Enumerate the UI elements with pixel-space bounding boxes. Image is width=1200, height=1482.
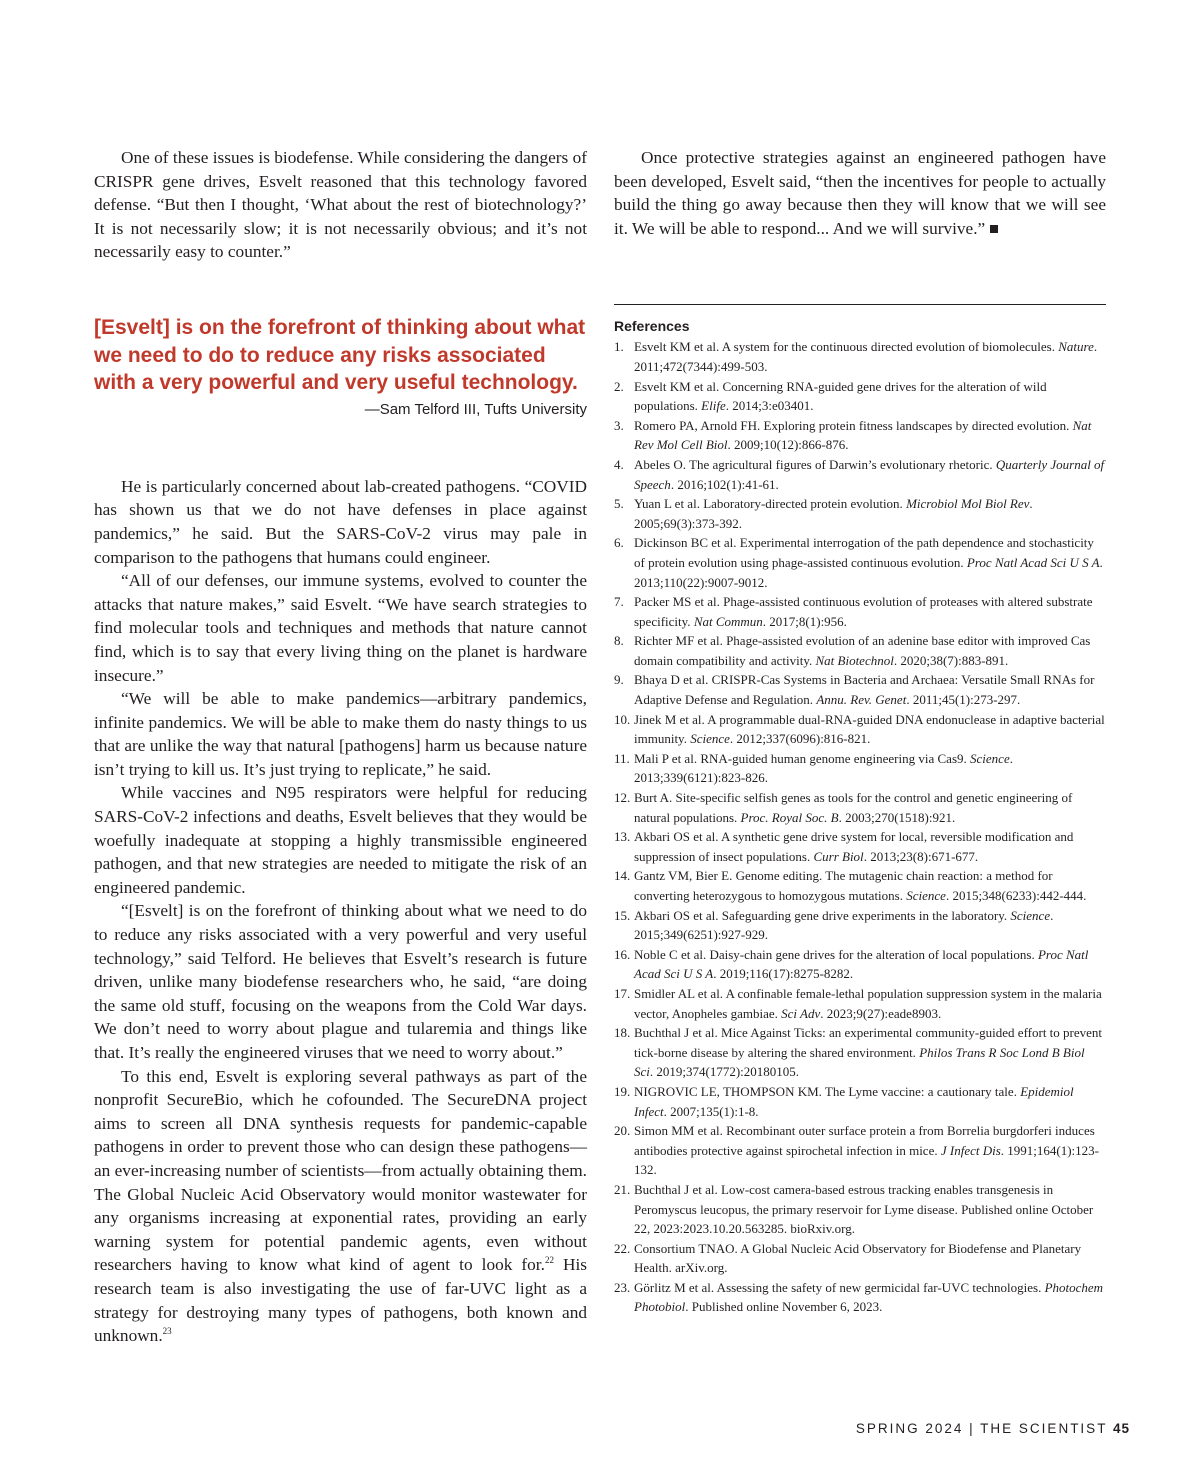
reference-number: 21. — [614, 1181, 631, 1197]
intro-paragraph: One of these issues is biodefense. While considering the dangers of CRISPR gene drives, Esvelt reasoned that this technology favored defense. “But then I thought, ‘What about the rest of biotechnology?’ It is not necessarily slow; it is not necessarily obvious; and it’s not necessarily easy to counter.” — [94, 148, 587, 262]
right-column — [614, 146, 1106, 1317]
reference-journal: Photochem Photobiol — [634, 1279, 1104, 1315]
pull-quote-text: [Esvelt] is on the forefront of thinking about what we need to do to reduce any risks associated with a very powerful and very useful technology. — [94, 315, 586, 395]
reference-text — [634, 416, 1106, 455]
reference-citation: . 2015;349(6251):927-929. — [634, 907, 1054, 943]
reference-citation: . 2015;348(6233):442-444. — [945, 888, 1087, 903]
reference-title: NIGROVIC LE, THOMPSON KM. The Lyme vaccine: a cautionary tale. — [634, 1083, 1017, 1099]
reference-text — [634, 337, 1106, 376]
reference-text — [634, 1180, 1106, 1239]
reference-title: Buchthal J et al. Low-cost camera-based estrous tracking enables transgenesis in Peromyscus leucopus, the primary reservoir for Lyme disease. Published online October 22, 2023:2023.10.20.563285. bioRxiv.org. — [634, 1181, 1094, 1237]
reference-citation: . 1991;164(1):123-132. — [634, 1142, 1099, 1178]
reference-number: 13. — [614, 829, 631, 845]
reference-title: Noble C et al. Daisy-chain gene drives for the alteration of local populations. — [634, 946, 1035, 962]
reference-item — [614, 455, 1106, 494]
reference-citation: . 2007;135(1):1-8. — [663, 1103, 759, 1119]
reference-number: 2. — [614, 378, 624, 394]
reference-text — [634, 1121, 1106, 1180]
reference-citation: . 2011;45(1):273-297. — [906, 692, 1021, 708]
reference-number: 5. — [614, 496, 624, 512]
reference-title: Packer MS et al. Phage-assisted continuous evolution of proteases with altered substrate specificity. — [634, 594, 1093, 629]
reference-item — [614, 377, 1106, 416]
body-paragraph: While vaccines and N95 respirators were helpful for reducing SARS-CoV-2 infections and deaths, Esvelt believes that they would be woefully inadequate at stopping a highly transmissible engineered pathogen, and that new strategies are needed to mitigate the risk of an engineered pandemic. — [94, 783, 587, 897]
page-number: 45 — [1112, 1421, 1130, 1436]
reference-item — [614, 1180, 1106, 1239]
reference-item — [614, 670, 1106, 709]
reference-number: 15. — [614, 907, 631, 923]
reference-title: Jinek M et al. A programmable dual-RNA-guided DNA endonuclease in adaptive bacterial immunity. — [634, 711, 1105, 747]
final-paragraph — [94, 1065, 587, 1348]
reference-number: 11. — [614, 750, 630, 766]
reference-number: 6. — [614, 535, 624, 551]
page-footer — [856, 1421, 1130, 1436]
reference-number: 8. — [614, 633, 624, 649]
reference-journal: Nat Rev Mol Cell Biol — [634, 417, 1092, 453]
reference-journal: Science — [1010, 907, 1051, 923]
reference-title: Görlitz M et al. Assessing the safety of new germicidal far-UVC technologies. — [634, 1279, 1042, 1295]
reference-citation: . 2017;8(1):956. — [762, 613, 847, 629]
footer-issue: SPRING 2024 | THE SCIENTIST — [855, 1421, 1108, 1436]
reference-item — [614, 533, 1106, 592]
reference-journal: Science — [970, 750, 1010, 766]
reference-number: 7. — [614, 594, 624, 610]
reference-citation: . 2013;23(8):671-677. — [863, 848, 979, 864]
body-paragraph: He is particularly concerned about lab-created pathogens. “COVID has shown us that we do not have defenses in place against pandemics,” he said. But the SARS-CoV-2 virus may pale in comparison to the pathogens that humans could engineer. — [94, 476, 587, 567]
reference-item — [614, 1082, 1106, 1121]
reference-title: Richter MF et al. Phage-assisted evolution of an adenine base editor with improved Cas domain compatibility and activity. — [634, 633, 1091, 668]
reference-title: Burt A. Site-specific selfish genes as tools for the control and genetic engineering of natural populations. — [634, 790, 1073, 825]
reference-title: Smidler AL et al. A confinable female-lethal population suppression system in the malaria vector, Anopheles gambiae. — [634, 985, 1102, 1021]
final-paragraph-text-2: His research team is also investigating the use of far-UVC light as a strategy for destroying many types of pathogens, both known and unknown. — [94, 1255, 587, 1346]
reference-item — [614, 1239, 1106, 1278]
reference-item — [614, 984, 1106, 1023]
references-list — [614, 337, 1106, 1317]
reference-number: 4. — [614, 456, 624, 472]
references-heading: References — [614, 318, 690, 335]
reference-text — [634, 670, 1106, 709]
reference-journal: Nature — [1058, 339, 1094, 355]
reference-text — [634, 377, 1106, 416]
reference-journal: Sci Adv — [781, 1005, 821, 1021]
citation-superscript: 22 — [544, 1255, 554, 1266]
reference-journal: Nat Commun — [693, 613, 763, 629]
citation-superscript: 23 — [162, 1326, 172, 1337]
reference-number: 23. — [614, 1279, 631, 1295]
reference-item — [614, 788, 1106, 827]
left-column — [94, 146, 587, 1348]
end-mark-icon — [990, 225, 998, 233]
pull-quote-attribution: —Sam Telford III, Tufts University — [364, 400, 587, 418]
reference-journal: Proc Natl Acad Sci U S A — [634, 946, 1089, 982]
reference-text — [634, 710, 1106, 749]
reference-citation: . 2014;3:e03401. — [725, 398, 814, 414]
reference-item — [614, 494, 1106, 533]
reference-item — [614, 631, 1106, 670]
reference-citation: . 2011;472(7344):499-503. — [634, 339, 1098, 374]
reference-item — [614, 1278, 1106, 1317]
reference-journal: Proc. Royal Soc. B — [740, 809, 839, 825]
reference-journal: Microbiol Mol Biol Rev — [906, 496, 1030, 512]
reference-number: 16. — [614, 946, 631, 962]
reference-title: Gantz VM, Bier E. Genome editing. The mutagenic chain reaction: a method for converting heterozygous to homozygous mutations. — [634, 868, 1053, 903]
reference-title: Mali P et al. RNA-guided human genome engineering via Cas9. — [634, 750, 967, 766]
reference-citation: . 2013;110(22):9007-9012. — [634, 554, 1103, 590]
reference-text — [634, 749, 1106, 788]
reference-number: 19. — [614, 1083, 631, 1099]
reference-text — [634, 1023, 1106, 1082]
reference-citation: . 2012;337(6096):816-821. — [729, 731, 871, 747]
reference-journal: Epidemiol Infect — [634, 1083, 1074, 1119]
reference-item — [614, 906, 1106, 945]
reference-item — [614, 710, 1106, 749]
reference-text — [634, 866, 1106, 905]
reference-citation: . 2003;270(1518):921. — [838, 809, 956, 825]
reference-title: Simon MM et al. Recombinant outer surface protein a from Borrelia burgdorferi induces antibodies protective against spirochetal infection in mice. — [634, 1123, 1095, 1158]
reference-citation: . 2019;116(17):8275-8282. — [713, 966, 854, 982]
reference-journal: Curr Biol — [813, 848, 864, 864]
reference-text — [634, 945, 1106, 984]
reference-text — [634, 1239, 1106, 1278]
reference-citation: . 2016;102(1):41-61. — [670, 476, 779, 492]
reference-text — [634, 984, 1106, 1023]
reference-title: Yuan L et al. Laboratory-directed protein evolution. — [634, 496, 903, 512]
reference-title: Akbari OS et al. A synthetic gene drive system for local, reversible modification and suppression of insect populations. — [634, 829, 1074, 864]
reference-text — [634, 533, 1106, 592]
final-paragraph-text-1: To this end, Esvelt is exploring several pathways as part of the nonprofit SecureBio, which he cofounded. The SecureDNA project aims to screen all DNA synthesis requests for pandemic-capable pathogens in order to prevent those who can design these pathogens—an ever-increasing number of scientists—from actually obtaining them. The Global Nucleic Acid Observatory would monitor wastewater for any organisms increasing at exponential rates, providing an early warning system for potential pandemic agents, even without researchers having to know what kind of agent to look for. — [94, 1066, 587, 1275]
reference-text — [634, 827, 1106, 866]
reference-journal: Philos Trans R Soc Lond B Biol Sci — [634, 1044, 1085, 1080]
reference-citation: . 2005;69(3):373-392. — [634, 496, 1033, 531]
reference-journal: J Infect Dis — [940, 1142, 1001, 1158]
reference-citation: . 2009;10(12):866-876. — [727, 437, 849, 453]
reference-text — [634, 592, 1106, 631]
reference-citation: . 2023;9(27):eade8903. — [820, 1005, 942, 1021]
reference-journal: Quarterly Journal of Speech — [634, 456, 1105, 492]
reference-title: Romero PA, Arnold FH. Exploring protein fitness landscapes by directed evolution. — [634, 417, 1070, 433]
reference-citation: . 2019;374(1772):20180105. — [649, 1064, 800, 1080]
reference-journal: Science — [906, 888, 946, 903]
reference-number: 9. — [614, 672, 624, 688]
references-divider — [614, 304, 1106, 305]
reference-title: Consortium TNAO. A Global Nucleic Acid Observatory for Biodefense and Planetary Health. arXiv.org. — [634, 1240, 1082, 1276]
reference-item — [614, 337, 1106, 376]
reference-item — [614, 416, 1106, 455]
reference-title: Dickinson BC et al. Experimental interrogation of the path dependence and stochasticity of protein evolution using phage-assisted continuous evolution. — [634, 535, 1094, 570]
reference-item — [614, 1023, 1106, 1082]
body-paragraph: “[Esvelt] is on the forefront of thinking about what we need to do to reduce any risks associated with a very powerful and very useful technology,” said Telford. He believes that Esvelt’s research is future driven, unlike many biodefense researchers who, he said, “are doing the same old stuff, focusing on the weapons from the Cold War days. We don’t need to worry about plague and tularemia and things like that. It’s really the engineered viruses that we need to worry about.” — [94, 901, 587, 1062]
reference-title: Esvelt KM et al. A system for the continuous directed evolution of biomolecules. — [634, 339, 1055, 355]
reference-title: Bhaya D et al. CRISPR-Cas Systems in Bacteria and Archaea: Versatile Small RNAs for Adaptive Defense and Regulation. — [634, 672, 1095, 708]
reference-text — [634, 1082, 1106, 1121]
closing-paragraph — [614, 146, 1106, 240]
pull-quote — [94, 314, 587, 418]
body-paragraph: “All of our defenses, our immune systems, evolved to counter the attacks that nature makes,” said Esvelt. “We have search strategies to find molecular tools and techniques and methods that nature cannot find, which is to say that every living thing on the planet is hardware insecure.” — [94, 571, 587, 685]
reference-number: 3. — [614, 417, 624, 433]
reference-journal: Nat Biotechnol — [815, 652, 894, 668]
reference-number: 1. — [614, 339, 624, 355]
reference-item — [614, 1121, 1106, 1180]
reference-number: 22. — [614, 1240, 631, 1256]
reference-number: 10. — [614, 711, 631, 727]
reference-item — [614, 592, 1106, 631]
reference-item — [614, 827, 1106, 866]
reference-text — [634, 455, 1106, 494]
reference-number: 17. — [614, 985, 631, 1001]
reference-citation: . 2013;339(6121):823-826. — [634, 750, 1013, 786]
reference-text — [634, 906, 1106, 945]
reference-item — [614, 866, 1106, 905]
reference-text — [634, 631, 1106, 670]
reference-text — [634, 494, 1106, 533]
reference-title: Akbari OS et al. Safeguarding gene drive experiments in the laboratory. — [634, 907, 1008, 923]
reference-number: 12. — [614, 790, 631, 806]
reference-citation: . Published online November 6, 2023. — [685, 1299, 883, 1315]
reference-item — [614, 749, 1106, 788]
reference-citation: . 2020;38(7):883-891. — [893, 652, 1009, 668]
closing-paragraph-text: Once protective strategies against an engineered pathogen have been developed, Esvelt said, “then the incentives for people to actually build the thing go away because then they will know that we will see it. We will be able to respond... And we will survive.” — [614, 148, 1106, 238]
reference-text — [634, 1278, 1106, 1317]
reference-journal: Science — [690, 731, 730, 747]
reference-title: Abeles O. The agricultural figures of Darwin’s evolutionary rhetoric. — [634, 456, 993, 472]
reference-number: 20. — [614, 1123, 631, 1139]
reference-title: Buchthal J et al. Mice Against Ticks: an experimental community-guided effort to prevent tick-borne disease by altering the shared environment. — [634, 1025, 1103, 1060]
reference-journal: Annu. Rev. Genet — [816, 692, 907, 708]
body-paragraph: “We will be able to make pandemics—arbitrary pandemics, infinite pandemics. We will be able to make them do nasty things to us that are unlike the way that natural [pathogens] harm us because nature isn’t trying to kill us. It’s just trying to replicate,” he said. — [94, 689, 587, 779]
reference-number: 18. — [614, 1025, 631, 1041]
reference-number: 14. — [614, 868, 631, 884]
reference-journal: Elife — [701, 398, 726, 414]
reference-title: Esvelt KM et al. Concerning RNA-guided gene drives for the alteration of wild populations. — [634, 378, 1047, 414]
reference-journal: Proc Natl Acad Sci U S A — [966, 554, 1100, 570]
reference-text — [634, 788, 1106, 827]
reference-item — [614, 945, 1106, 984]
